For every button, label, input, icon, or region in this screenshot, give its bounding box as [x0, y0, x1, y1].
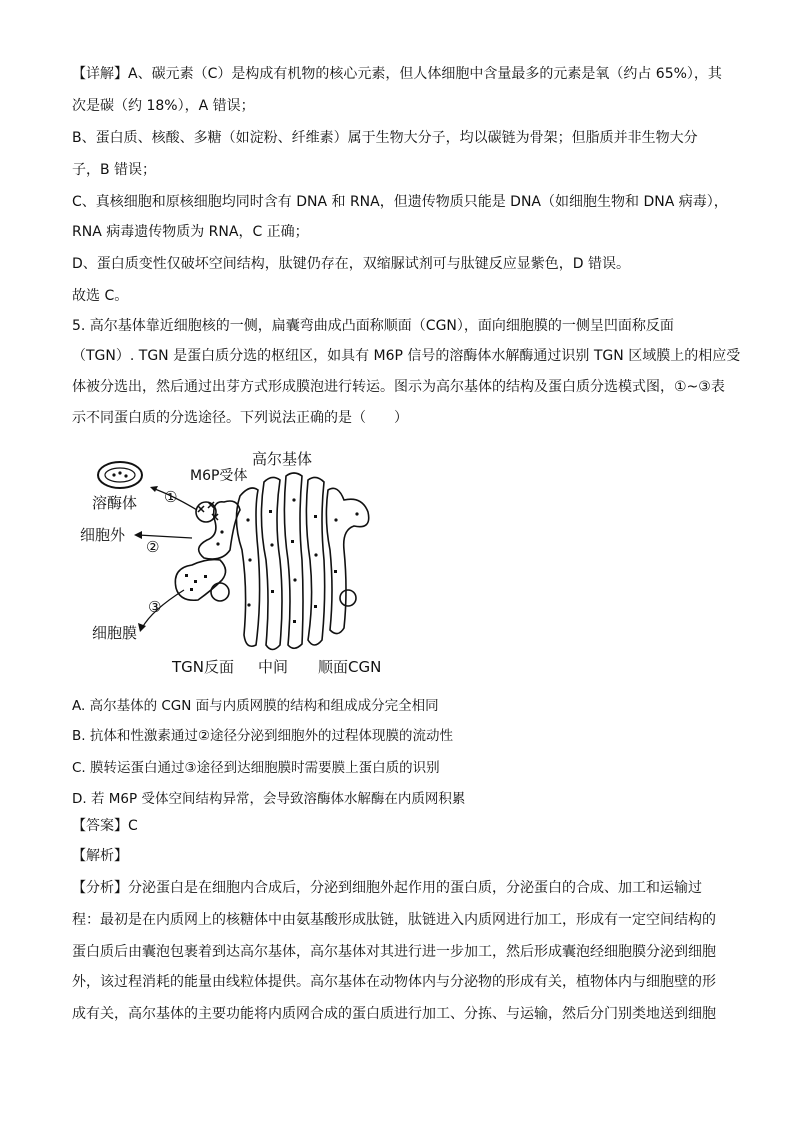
golgi-label: 高尔基体 — [252, 450, 313, 468]
question-line: 体被分选出，然后通过出芽方式形成膜泡进行转运。图示为高尔基体的结构及蛋白质分选模式图，①~③表 — [72, 379, 725, 395]
text-line: 次是碳（约 18%），A 错误； — [72, 98, 255, 114]
answer-line: 【答案】C — [72, 818, 138, 834]
cell-membrane-label: 细胞膜 — [92, 624, 138, 642]
analysis-heading: 【解析】 — [72, 848, 128, 864]
text-line: B、蛋白质、核酸、多糖（如淀粉、纤维素）属于生物大分子，均以碳链为骨架；但脂质并非生物大分 — [72, 130, 698, 146]
analysis-line: 程：最初是在内质网上的核糖体中由氨基酸形成肽链，肽链进入内质网进行加工，形成有一定空间结构的 — [72, 912, 716, 928]
text-line: RNA 病毒遗传物质为 RNA，C 正确； — [72, 224, 309, 240]
question-line: （TGN）. TGN 是蛋白质分选的枢纽区，如具有 M6P 信号的溶酶体水解酶通过识别 TGN 区域膜上的相应受 — [72, 348, 741, 364]
text-line: D、蛋白质变性仅破坏空间结构，肽键仍存在，双缩脲试剂可与肽键反应显紫色，D 错误。 — [72, 256, 631, 272]
analysis-line: 【分析】分泌蛋白是在细胞内合成后，分泌到细胞外起作用的蛋白质，分泌蛋白的合成、加工和运输过 — [72, 880, 702, 896]
golgi-diagram — [72, 440, 392, 680]
path-2-label: ② — [146, 538, 160, 556]
text-line: C、真核细胞和原核细胞均同时含有 DNA 和 RNA，但遗传物质只能是 DNA（如细胞生物和 DNA 病毒）， — [72, 194, 728, 210]
lysosome-label: 溶酶体 — [92, 494, 138, 512]
option-c: C. 膜转运蛋白通过③途径到达细胞膜时需要膜上蛋白质的识别 — [72, 760, 440, 776]
golgi-cisterna — [306, 477, 324, 645]
path-1-label: ① — [164, 488, 178, 506]
lysosome-icon — [98, 462, 142, 488]
path-3-label: ③ — [148, 598, 162, 616]
extracellular-label: 细胞外 — [80, 526, 126, 544]
option-d: D. 若 M6P 受体空间结构异常，会导致溶酶体水解酶在内质网积累 — [72, 791, 466, 807]
question-line: 示不同蛋白质的分选途径。下列说法正确的是（ ） — [72, 410, 408, 426]
question-line: 5. 高尔基体靠近细胞核的一侧，扁囊弯曲成凸面称顺面（CGN），面向细胞膜的一侧呈凹面称反面 — [72, 318, 674, 334]
cgn-label: 顺面CGN — [318, 658, 382, 676]
golgi-cisterna — [261, 477, 282, 649]
cgn-cisterna — [326, 488, 368, 633]
text-line: 【详解】A、碳元素（C）是构成有机物的核心元素，但人体细胞中含量最多的元素是氧（约占 65%），其 — [72, 66, 722, 82]
analysis-line: 外，该过程消耗的能量由线粒体提供。高尔基体在动物体内与分泌物的形成有关，植物体内与细胞壁的形 — [72, 974, 716, 990]
middle-label: 中间 — [258, 658, 289, 676]
option-a: A. 高尔基体的 CGN 面与内质网膜的结构和组成成分完全相同 — [72, 698, 439, 714]
text-line: 子，B 错误； — [72, 162, 157, 178]
text-line: 故选 C。 — [72, 288, 129, 304]
option-b: B. 抗体和性激素通过②途径分泌到细胞外的过程体现膜的流动性 — [72, 728, 453, 744]
tgn-label: TGN反面 — [172, 658, 235, 676]
analysis-line: 成有关，高尔基体的主要功能将内质网合成的蛋白质进行加工、分拣、与运输，然后分门别类地送到细胞 — [72, 1006, 716, 1022]
tgn-cisterna — [199, 501, 240, 559]
m6p-receptor-label: M6P受体 — [190, 468, 248, 484]
analysis-line: 蛋白质后由囊泡包裹着到达高尔基体，高尔基体对其进行进一步加工，然后形成囊泡经细胞膜分泌到细胞 — [72, 944, 716, 960]
